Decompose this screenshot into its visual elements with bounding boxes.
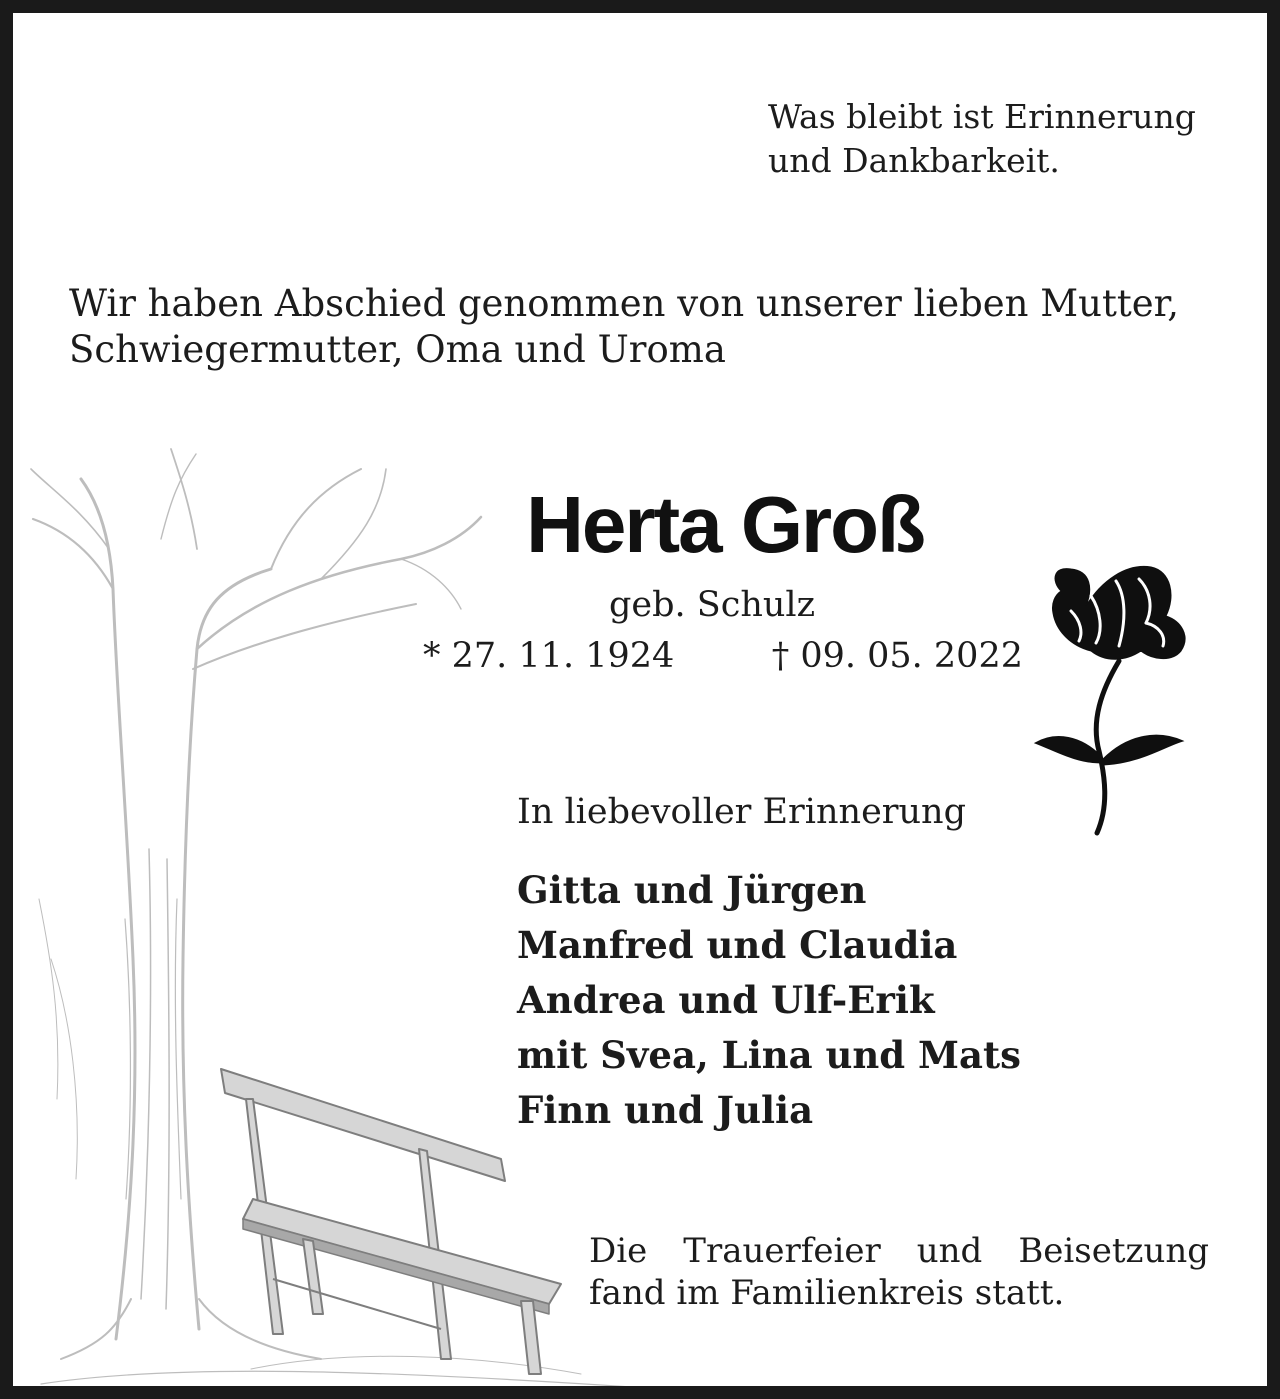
memory-line: In liebevoller Erinnerung [517,792,967,832]
family-member: Gitta und Jürgen [517,868,867,912]
family-member: Manfred und Claudia [517,923,958,967]
funeral-word: Beisetzung [1018,1231,1209,1271]
opening-quote [768,95,1196,183]
funeral-word: Die [589,1231,648,1271]
deceased-name: Herta Groß [526,480,924,569]
family-list [517,863,1021,1138]
funeral-word: und [916,1231,983,1271]
life-dates [423,633,1023,679]
intro-text [69,281,1179,373]
quote-line-1: Was bleibt ist Erinnerung [768,97,1196,136]
funeral-note [589,1230,1209,1314]
funeral-word: Trauerfeier [683,1231,881,1271]
intro-line-2: Schwiegermutter, Oma und Uroma [69,328,726,371]
family-member: mit Svea, Lina und Mats [517,1033,1021,1077]
rose-icon [1031,551,1201,841]
funeral-note-line-1 [589,1230,1209,1272]
quote-line-2: und Dankbarkeit. [768,141,1060,180]
family-member: Finn und Julia [517,1088,814,1132]
maiden-name: geb. Schulz [609,585,816,625]
death-date: † 09. 05. 2022 [771,636,1023,676]
birth-date: * 27. 11. 1924 [423,636,675,676]
funeral-note-line-2: fand im Familienkreis statt. [589,1273,1065,1313]
intro-line-1: Wir haben Abschied genommen von unserer lieben Mutter, [69,282,1179,325]
family-member: Andrea und Ulf-Erik [517,978,935,1022]
